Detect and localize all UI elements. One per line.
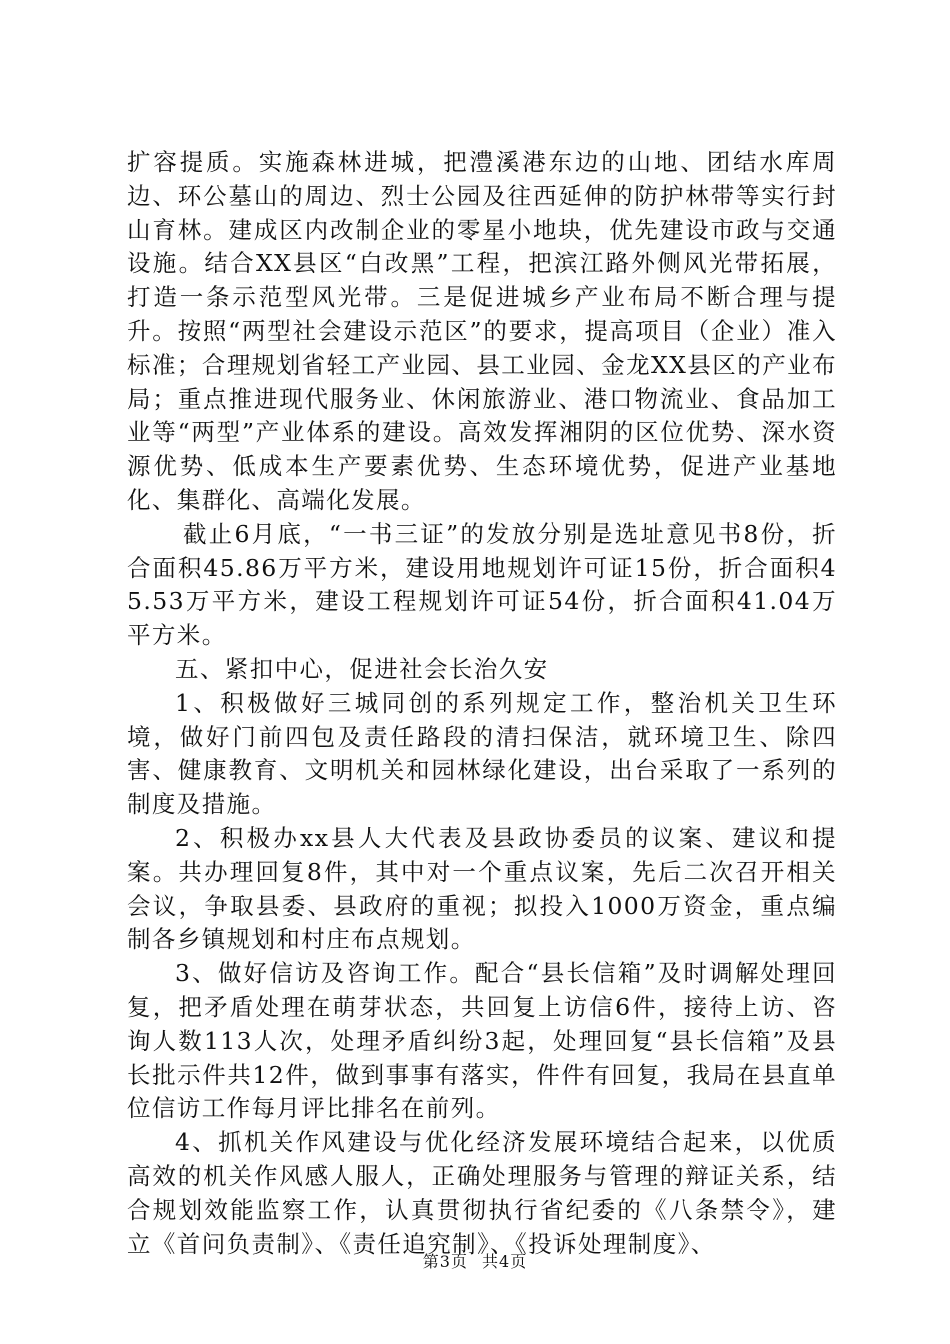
paragraph-continuation: 扩容提质。实施森林进城，把澧溪港东边的山地、团结水库周边、环公墓山的周边、烈士公园及往西延伸的防护林带等实行封山育林。建成区内改制企业的零星小地块，优先建设市政与交通设施。结合XX县区“白改黑”工程，把滨江路外侧风光带拓展，打造一条示范型风光带。三是促进城乡产业布局不断合理与提升。按照“两型社会建设示范区”的要求，提高项目（企业）准入标准；合理规划省轻工产业园、县工业园、金龙XX县区的产业布局；重点推进现代服务业、休闲旅游业、港口物流业、食品加工业等“两型”产业体系的建设。高效发挥湘阴的区位优势、深水资源优势、低成本生产要素优势、生态环境优势，促进产业基地化、集群化、高端化发展。 bbox=[127, 148, 837, 514]
list-item: 4、抓机关作风建设与优化经济发展环境结合起来，以优质高效的机关作风感人服人，正确处理服务与管理的辩证关系，结合规划效能监察工作，认真贯彻执行省纪委的《八条禁令》，建立《首问负责制》、《责任追究制》、《投诉处理制度》、 bbox=[127, 1128, 837, 1258]
section-heading: 五、紧扣中心，促进社会长治久安 bbox=[175, 654, 549, 683]
page-footer bbox=[0, 1252, 950, 1272]
list-item: 1、积极做好三城同创的系列规定工作，整治机关卫生环境，做好门前四包及责任路段的清扫保洁，就环境卫生、除四害、健康教育、文明机关和园林绿化建设，出台采取了一系列的制度及措施。 bbox=[127, 688, 837, 819]
list-item: 3、做好信访及咨询工作。配合“县长信箱”及时调解处理回复，把矛盾处理在萌芽状态，共回复上访信6件，接待上访、咨询人数113人次，处理矛盾纠纷3起，处理回复“县长信箱”及县长批示件共12件，做到事事有落实，件件有回复，我局在县直单位信访工作每月评比排名在前列。 bbox=[127, 959, 837, 1123]
page-number: 第3页 bbox=[422, 1252, 468, 1271]
paragraph-permits: 截止6月底，“一书三证”的发放分别是选址意见书8份，折合面积45.86万平方米，建设用地规划许可证15份，折合面积45.53万平方米，建设工程规划许可证54份，折合面积41.04万平方米。 bbox=[127, 519, 837, 650]
page-total: 共4页 bbox=[482, 1252, 528, 1271]
document-body bbox=[127, 146, 837, 1261]
list-item: 2、积极办xx县人大代表及县政协委员的议案、建议和提案。共办理回复8件，其中对一个重点议案，先后二次召开相关会议，争取县委、县政府的重视；拟投入1000万资金，重点编制各乡镇规划和村庄布点规划。 bbox=[127, 823, 837, 954]
